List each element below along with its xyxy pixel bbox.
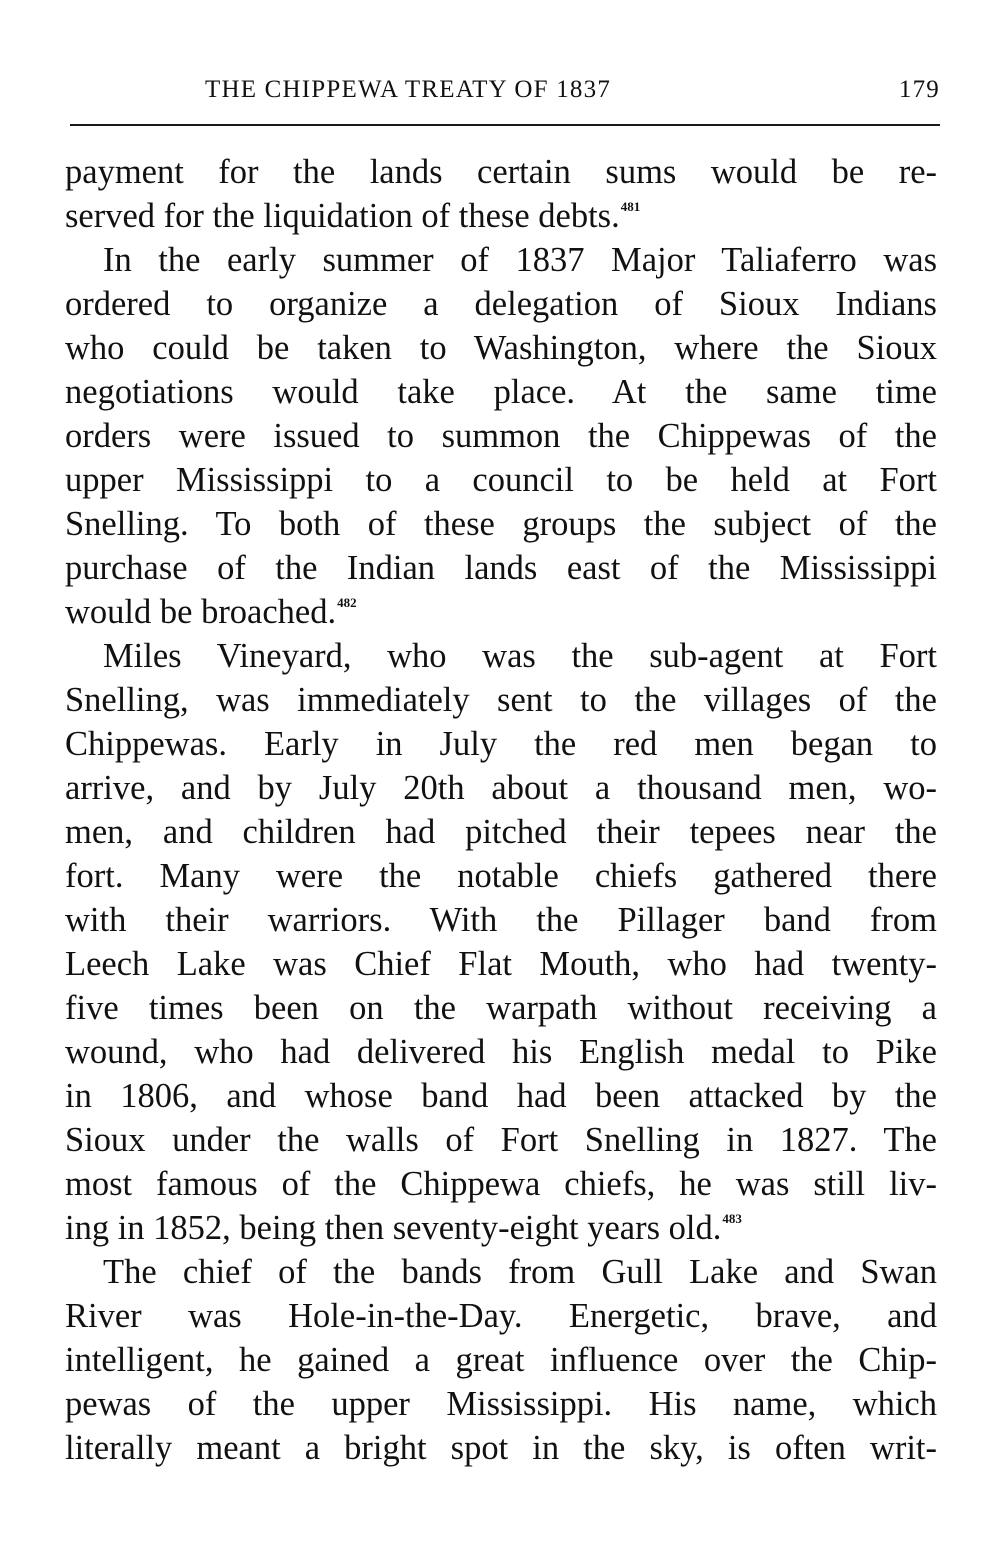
text-line: upper Mississippi to a council to be held at Fort — [65, 461, 937, 499]
running-title: THE CHIPPEWA TREATY OF 1837 — [205, 76, 612, 103]
text-line: Sioux under the walls of Fort Snelling in 1827. The — [65, 1121, 937, 1159]
text-line: Chippewas. Early in July the red men began to — [65, 725, 937, 763]
text-line: In the early summer of 1837 Major Taliaferro was — [103, 241, 937, 279]
text-line: Leech Lake was Chief Flat Mouth, who had twenty- — [65, 945, 937, 983]
footnote-ref: 482 — [337, 595, 357, 610]
text-line: ordered to organize a delegation of Sioux Indians — [65, 285, 937, 323]
text-line: payment for the lands certain sums would be re- — [65, 153, 937, 191]
text-line: pewas of the upper Mississippi. His name, which — [65, 1385, 937, 1423]
text-line: who could be taken to Washington, where the Sioux — [65, 329, 937, 367]
text-line: would be broached.$^{482}$ — [65, 593, 357, 631]
text-line: Snelling, was immediately sent to the villages of the — [65, 681, 937, 719]
text-line: Miles Vineyard, who was the sub-agent at Fort — [103, 637, 937, 675]
running-head — [70, 76, 940, 112]
text-line: intelligent, he gained a great influence over the Chip- — [65, 1341, 937, 1379]
footnote-ref: 483 — [722, 1211, 742, 1226]
footnote-ref: 481 — [620, 199, 641, 214]
text-line: in 1806, and whose band had been attacked by the — [65, 1077, 937, 1115]
page-number: 179 — [898, 76, 940, 103]
text-line: The chief of the bands from Gull Lake and Swan — [103, 1253, 937, 1291]
text-line: wound, who had delivered his English medal to Pike — [65, 1033, 937, 1071]
text-line: served for the liquidation of these debts.$^{481}$ — [65, 197, 641, 235]
text-line: five times been on the warpath without receiving a — [65, 989, 937, 1027]
text-line: arrive, and by July 20th about a thousand men, wo- — [65, 769, 937, 807]
text-line: Snelling. To both of these groups the subject of the — [65, 505, 937, 543]
text-line: fort. Many were the notable chiefs gathered there — [65, 857, 937, 895]
text-line: negotiations would take place. At the same time — [65, 373, 937, 411]
text-line: literally meant a bright spot in the sky, is often writ- — [65, 1429, 937, 1467]
text-line: most famous of the Chippewa chiefs, he was still liv- — [65, 1165, 937, 1203]
header-rule — [70, 124, 940, 126]
text-line: River was Hole-in-the-Day. Energetic, brave, and — [65, 1297, 937, 1335]
text-line: purchase of the Indian lands east of the Mississippi — [65, 549, 937, 587]
text-line: men, and children had pitched their tepees near the — [65, 813, 937, 851]
text-line: orders were issued to summon the Chippewas of the — [65, 417, 937, 455]
text-line: ing in 1852, being then seventy-eight years old.$^{483}$ — [65, 1209, 742, 1247]
text-line: with their warriors. With the Pillager band from — [65, 901, 937, 939]
